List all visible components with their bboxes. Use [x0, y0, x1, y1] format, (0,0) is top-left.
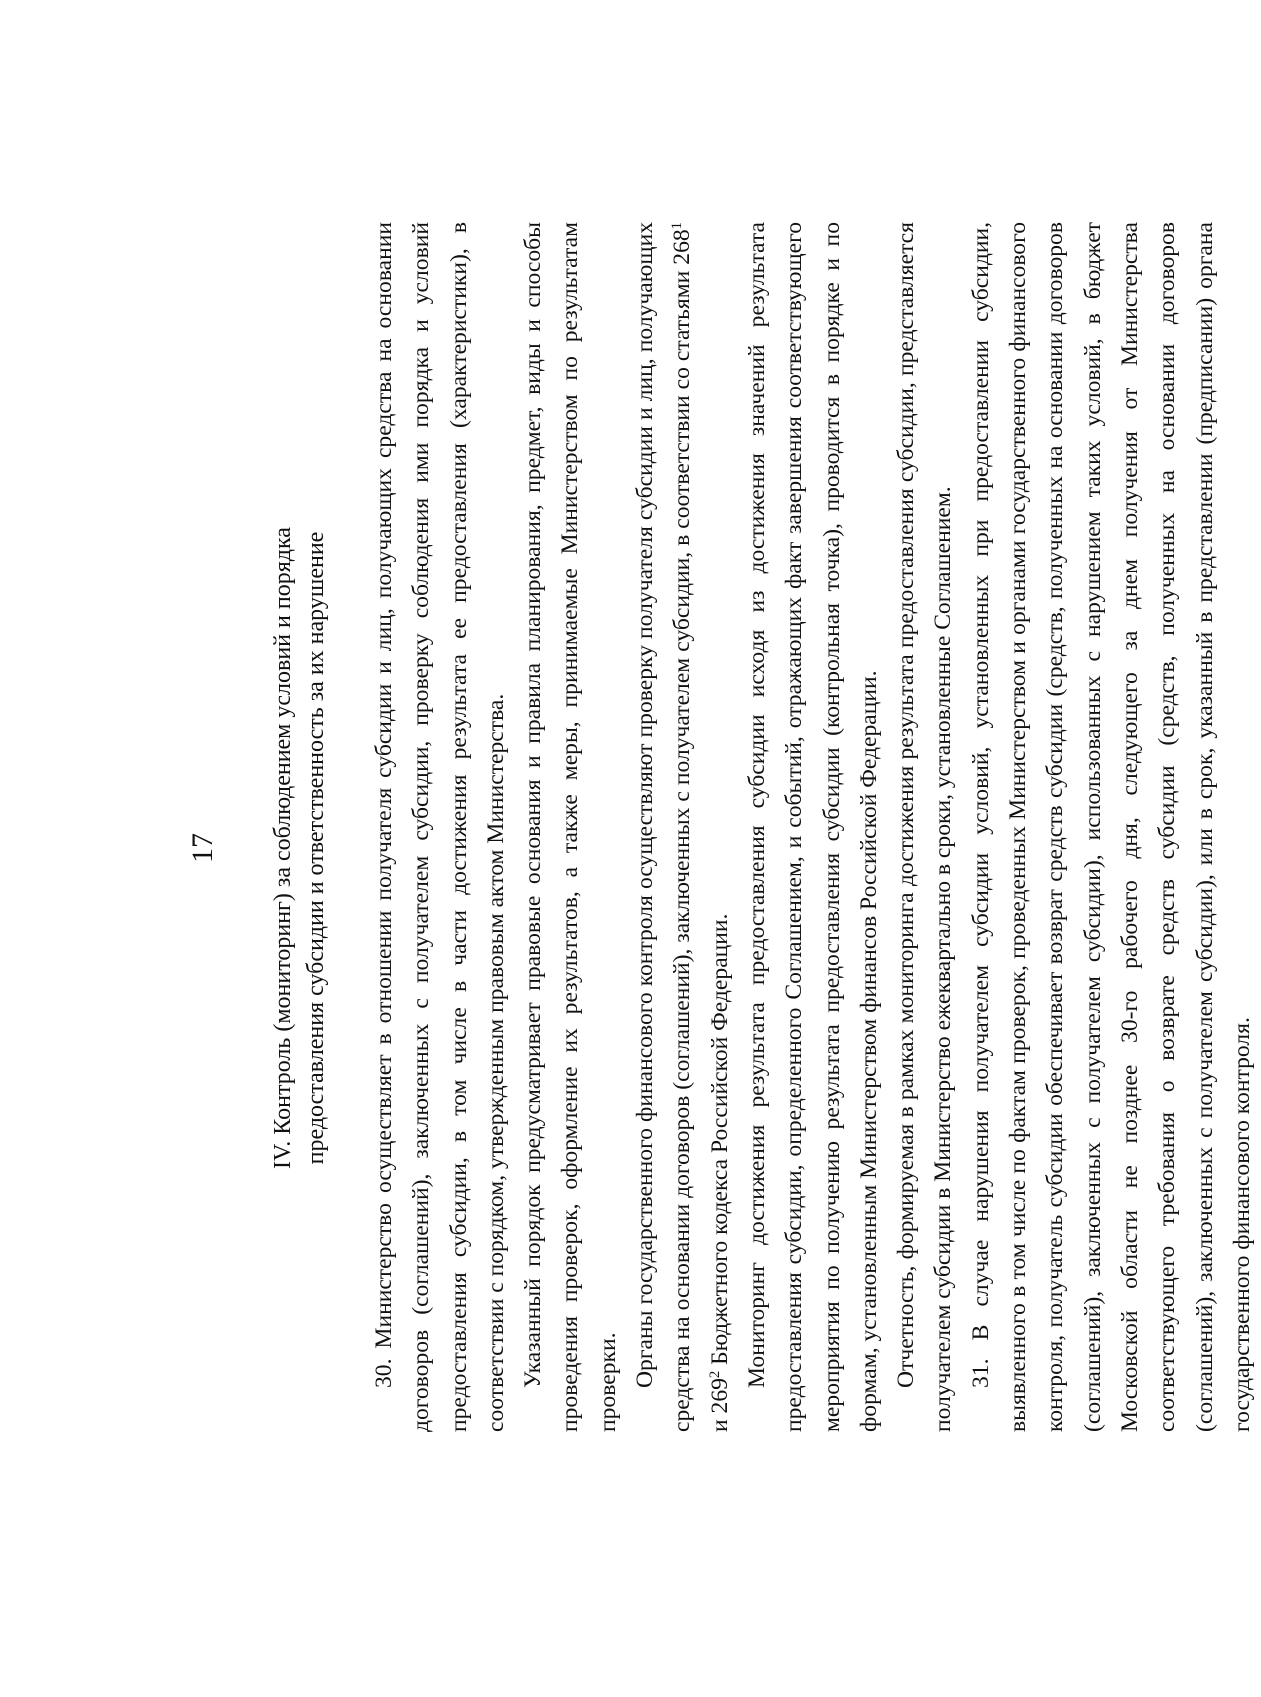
- paragraph-text: Органы государственного финансового контроля осуществляют проверку получателя субсидии и лиц, получающих средства на основании договоров (соглашений), заключенных с получателем субсидии, в соответствии со статьями 268: [632, 222, 696, 1432]
- paragraph-text: Бюджетного кодекса Российской Федерации.: [706, 913, 733, 1371]
- article-superscript: 1: [669, 222, 686, 230]
- page-number: 17: [186, 833, 219, 863]
- paragraph-state-financial-control: [627, 222, 739, 1432]
- section-heading: [267, 148, 333, 1548]
- section-heading-line: предоставления субсидии и ответственность за их нарушение: [303, 531, 329, 1165]
- paragraph-monitoring: Мониторинг достижения результата предоставления субсидии исходя из достижения значений результата предоставления субсидии, определенного Соглашением, и событий, отражающих факт завершения соответствующего мероприятия по получению результата предоставления субсидии (контрольная точка), проводится в порядке и по формам, установленным Министерством финансов Российской Федерации.: [743, 222, 882, 1432]
- rotated-page-content: [170, 148, 1255, 1548]
- paragraph-text: и 269: [706, 1378, 733, 1432]
- paragraph-item-30: 30. Министерство осуществляет в отношении получателя субсидии и лиц, получающих средства на основании договоров (соглашений), заключенных с получателем субсидии, проверку соблюдения ими порядка и условий предоставления субсидии, в том числе в части достижения результата ее предоставления (характеристики), в соответствии с порядком, утвержденным правовым актом Министерства.: [371, 222, 509, 1432]
- paragraph-item-31: 31. В случае нарушения получателем субсидии условий, установленных при предоставлении субсидии, выявленного в том числе по фактам проверок, проведенных Министерством и органами государственного финансового контроля, получатель субсидии обеспечивает возврат средств субсидии (средств, полученных на основании договоров (соглашений), заключенных с получателем субсидии), использованных с нарушением таких условий, в бюджет Московской области не позднее 30-го рабочего дня, следующего за днем получения от Министерства соответствующего требования о возврате средств субсидии (средств, полученных на основании договоров (соглашений), заключенных с получателем субсидии), или в срок, указанный в представлении (предписании) органа государственного финансового контроля.: [967, 222, 1255, 1432]
- paragraph-inspection-procedure: Указанный порядок предусматривает правовые основания и правила планирования, предмет, виды и способы проведения проверок, оформление их результатов, а также меры, принимаемые Министерством по результатам проверки.: [520, 222, 621, 1432]
- section-heading-line: IV. Контроль (мониторинг) за соблюдением условий и порядка: [270, 527, 296, 1169]
- paragraph-reporting: Отчетность, формируемая в рамках мониторинга достижения результата предоставления субсидии, представляется получателем субсидии в Министерство ежеквартально в сроки, установленные Соглашением.: [893, 222, 957, 1432]
- body-text: [366, 222, 1261, 1432]
- article-superscript: 2: [706, 1370, 723, 1379]
